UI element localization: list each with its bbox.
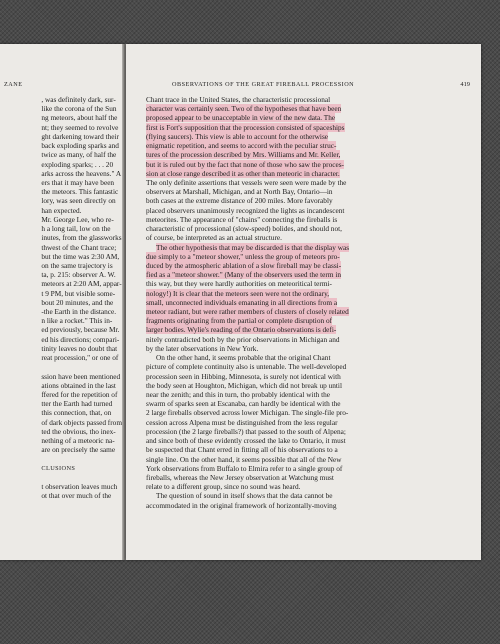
- right-text-line: tures of the procession described by Mrs. Williams and Mr. Keller,: [146, 150, 341, 160]
- right-text-line: The question of sound in itself shows that the data cannot be: [156, 491, 333, 501]
- right-text-line: procession (the 2 large fireballs?) that passed to the south of Alpena;: [146, 426, 346, 436]
- right-running-head: OBSERVATIONS OF THE GREAT FIREBALL PROCESSION: [172, 81, 355, 88]
- left-text-line: exploding sparks; . . . 20: [41, 159, 114, 169]
- left-text-line: meteors at 2:20 AM, appar-: [41, 279, 122, 289]
- right-text-line: larger bodies. Wylie's reading of the Ontario observations is defi-: [146, 325, 337, 335]
- left-text-line: ffered for the repetition of: [41, 390, 118, 399]
- left-text-line: tter the Earth had turned: [41, 399, 113, 409]
- right-page-text: [146, 95, 468, 510]
- left-text-line: are on precisely the same: [41, 445, 116, 455]
- right-text-line: On the other hand, it seems probable that the original Chant: [156, 353, 331, 363]
- left-text-line: the meteors. This fantastic: [41, 187, 119, 197]
- right-text-line: small, unconnected individuals emanating in all directions from a: [146, 297, 338, 307]
- right-text-line: meteor radiant, but were rather members of clusters of closely related: [146, 307, 349, 317]
- right-text-line: procession seen in Hibbing, Minnesota, is surely not identical with: [146, 371, 341, 381]
- right-text-line: first is Fort's supposition that the procession consisted of spaceships: [146, 122, 345, 132]
- right-text-line: fireballs, whereas the New Jersey observation at Watchung must: [146, 472, 334, 482]
- left-text-line: thwest of the Chant trace;: [41, 242, 117, 252]
- left-text-line: lory, was seen directly on: [41, 196, 116, 206]
- left-text-line: -the Earth in the distance.: [41, 307, 117, 317]
- right-text-line: The other hypothesis that may be discarded is that the display was: [156, 242, 350, 252]
- right-text-line: character was certainly seen. Two of the hypotheses that have been: [146, 104, 342, 114]
- right-text-line: cession across Alpena must be distinguished from the less regular: [146, 417, 338, 427]
- left-text-line: ers that it may have been: [41, 177, 115, 187]
- left-text-line: t 9 PM, but visible some-: [41, 288, 116, 298]
- right-text-line: nology!) It is clear that the meteors seen were not the ordinary,: [146, 288, 330, 298]
- left-running-head: ZANE: [4, 81, 23, 88]
- left-text-line: inutes, from the glassworks: [41, 233, 122, 243]
- left-text-line: n like a rocket." This in-: [41, 316, 113, 326]
- left-text-line: ng meteors, about half the: [41, 113, 118, 123]
- left-text-line: back exploding sparks and: [41, 141, 119, 151]
- right-text-line: fragments originating from the partial or complete disruption of: [146, 316, 333, 326]
- left-text-line: tinity leaves no doubt that: [41, 343, 118, 353]
- left-text-line: ot that over much of the: [41, 491, 112, 501]
- right-text-line: due simply to a "meteor shower," unless the group of meteors pro-: [146, 251, 340, 261]
- left-text-line: like the corona of the Sun: [41, 104, 117, 114]
- left-text-line: CLUSIONS: [41, 464, 76, 472]
- right-text-line: of course, be interpreted as an actual structure.: [146, 233, 282, 243]
- right-text-line: accommodated in the original framework of horizontally-moving: [146, 500, 337, 510]
- right-text-line: observers at Marshall, Michigan, and at North Bay, Ontario—in: [146, 187, 333, 197]
- left-page: [0, 44, 124, 560]
- right-text-line: duced by the atmospheric ablation of a slow fireball may be classi-: [146, 260, 342, 270]
- left-text-line: nething of a meteoric na-: [41, 436, 115, 446]
- left-text-line: twice as many, of half the: [41, 150, 117, 160]
- left-text-line: ed previously, because Mr.: [41, 325, 120, 335]
- left-text-line: arks across the heavens." A: [41, 168, 122, 178]
- left-page-text: [41, 95, 122, 501]
- left-text-line: h a long tail, low on the: [41, 224, 111, 234]
- left-text-line: [41, 362, 122, 371]
- left-text-line: ed his directions; compari-: [41, 334, 120, 344]
- left-text-line: on the same trajectory is: [41, 260, 113, 270]
- right-text-line: single line. On the other hand, it seems possible that all of the New: [146, 454, 342, 464]
- right-text-line: nitely contradicted both by the prior observations in Michigan and: [146, 334, 340, 344]
- right-text-line: sion at close range described it as other than meteoric in character.: [146, 168, 340, 178]
- right-text-line: near the zenith; and this in turn, tho probably identical with the: [146, 390, 330, 399]
- right-text-line: both cases at the extreme distance of 200 miles. More favorably: [146, 196, 333, 206]
- right-text-line: relate to a different group, since no sound was heard.: [146, 482, 301, 492]
- right-text-line: meteorites. The appearance of "chains" connecting the fireballs is: [146, 214, 338, 224]
- right-text-line: enigmatic repetition, and seems to accord with the peculiar struc-: [146, 141, 337, 151]
- right-text-line: fied as a "meteor shower." (Many of the observers used the term in: [146, 270, 342, 280]
- left-text-line: ght darkening toward their: [41, 131, 119, 141]
- left-text-line: Mr. George Lee, who re-: [41, 214, 114, 224]
- right-text-line: characteristic of processional (slow-speed) bolides, and should not,: [146, 224, 342, 234]
- right-text-line: picture of complete continuity also is untenable. The well-developed: [146, 362, 347, 372]
- right-text-line: this way, but they were hardly authorities on meteoritical termi-: [146, 279, 332, 289]
- right-page: [126, 44, 481, 560]
- left-text-line: reat procession," or one of: [41, 353, 119, 363]
- left-text-line: ted the obvious, tho inex-: [41, 426, 116, 436]
- left-text-line: [41, 473, 122, 482]
- right-text-line: (flying saucers). This view is able to account for the otherwise: [146, 131, 329, 141]
- left-text-line: ations obtained in the last: [41, 380, 116, 390]
- right-text-line: be suspected that Chant erred in fitting all of his observations to a: [146, 445, 338, 455]
- right-text-line: York observations from Buffalo to Elmira refer to a single group of: [146, 463, 343, 473]
- right-text-line: placed observers unanimously recognized the lights as incandescent: [146, 205, 345, 215]
- page-number: 419: [460, 81, 470, 88]
- right-text-line: 2 large fireballs observed across lower Michigan. The single-file pro-: [146, 408, 349, 418]
- left-text-line: of dark objects passed from: [41, 417, 122, 427]
- right-text-line: and since both of these evidently crossed the lake to Ontario, it must: [146, 436, 346, 446]
- left-text-line: [41, 455, 122, 464]
- right-text-line: but it is ruled out by the fact that none of those who saw the proces-: [146, 159, 344, 169]
- left-text-line: , was definitely dark, sur-: [41, 95, 116, 104]
- right-text-line: proposed appear to be unacceptable in view of the new data. The: [146, 113, 336, 123]
- left-text-line: ta, p. 215: observer A. W.: [41, 270, 116, 280]
- left-text-line: ssion have been mentioned: [41, 371, 121, 381]
- left-text-line: han expected.: [41, 205, 82, 215]
- left-text-line: bout 20 minutes, and the: [41, 297, 114, 307]
- right-text-line: swarm of sparks seen at Escanaba, can hardly be identical with the: [146, 399, 341, 409]
- right-text-line: by the later observations in New York.: [146, 343, 259, 353]
- right-text-line: the body seen at Houghton, Michigan, which did not break up until: [146, 380, 342, 390]
- right-text-line: Chant trace in the United States, the characteristic processional: [146, 95, 331, 104]
- left-text-line: nt; they seemed to revolve: [41, 122, 119, 132]
- right-text-line: The only definite assertions that vessels were seen were made by the: [146, 177, 347, 187]
- left-text-line: but the time was 2:30 AM,: [41, 251, 120, 261]
- left-text-line: t observation leaves much: [41, 482, 118, 492]
- left-text-line: this connection, that, on: [41, 408, 112, 418]
